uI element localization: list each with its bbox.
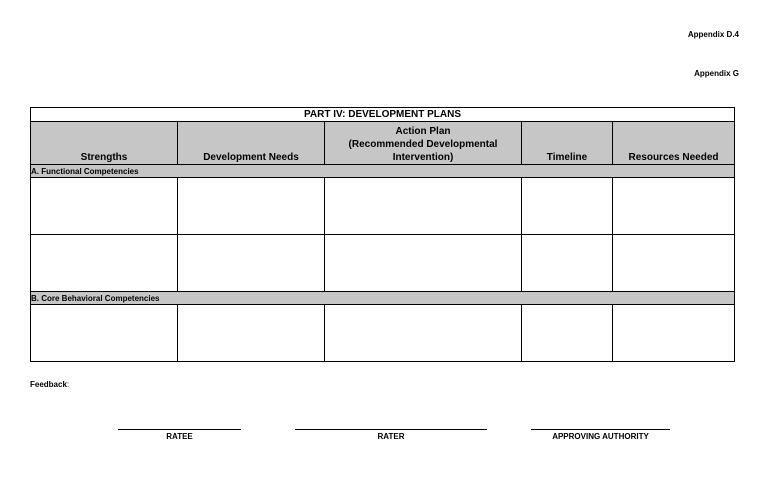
column-header-label: Resources Needed <box>628 152 719 163</box>
rater-signature-line[interactable] <box>295 429 487 430</box>
timeline-cell[interactable] <box>522 305 613 362</box>
development-needs-cell[interactable] <box>178 305 325 362</box>
column-header-line: (Recommended Developmental <box>348 139 498 150</box>
strengths-cell[interactable] <box>31 178 178 235</box>
section-functional-competencies: A. Functional Competencies <box>31 165 735 178</box>
approving-authority-signature-line[interactable] <box>531 429 670 430</box>
column-header-line: Intervention) <box>392 152 454 163</box>
strengths-cell[interactable] <box>31 235 178 292</box>
table-row <box>31 178 735 235</box>
appendix-d4-label: Appendix D.4 <box>687 30 739 39</box>
resources-needed-cell[interactable] <box>613 178 735 235</box>
table-row <box>31 305 735 362</box>
column-header-strengths <box>31 122 178 165</box>
column-header-resources-needed <box>613 122 735 165</box>
approving-authority-label: APPROVING AUTHORITY <box>552 432 649 441</box>
column-header-action-plan <box>325 122 522 165</box>
approving-authority-signature-block <box>531 422 670 441</box>
table-title: PART IV: DEVELOPMENT PLANS <box>31 108 735 122</box>
timeline-cell[interactable] <box>522 178 613 235</box>
column-header-development-needs <box>178 122 325 165</box>
action-plan-cell[interactable] <box>325 305 522 362</box>
ratee-signature-line[interactable] <box>118 429 241 430</box>
resources-needed-cell[interactable] <box>613 235 735 292</box>
column-header-label: Development Needs <box>203 152 299 163</box>
column-header-timeline <box>522 122 613 165</box>
ratee-label: RATEE <box>166 432 193 441</box>
column-header-label: Strengths <box>80 152 128 163</box>
column-header-label: Timeline <box>546 152 588 163</box>
feedback-section <box>30 380 69 389</box>
development-needs-cell[interactable] <box>178 178 325 235</box>
rater-label: RATER <box>377 432 405 441</box>
section-core-behavioral-competencies: B. Core Behavioral Competencies <box>31 292 735 305</box>
feedback-colon: : <box>66 380 70 389</box>
column-header-line: Action Plan <box>395 126 451 137</box>
timeline-cell[interactable] <box>522 235 613 292</box>
development-needs-cell[interactable] <box>178 235 325 292</box>
strengths-cell[interactable] <box>31 305 178 362</box>
feedback-label: Feedback <box>30 380 67 389</box>
resources-needed-cell[interactable] <box>613 305 735 362</box>
action-plan-cell[interactable] <box>325 235 522 292</box>
action-plan-cell[interactable] <box>325 178 522 235</box>
appendix-g-label: Appendix G <box>694 69 739 78</box>
development-plans-table <box>30 107 735 362</box>
ratee-signature-block <box>118 422 241 441</box>
rater-signature-block <box>295 422 487 441</box>
table-row <box>31 235 735 292</box>
